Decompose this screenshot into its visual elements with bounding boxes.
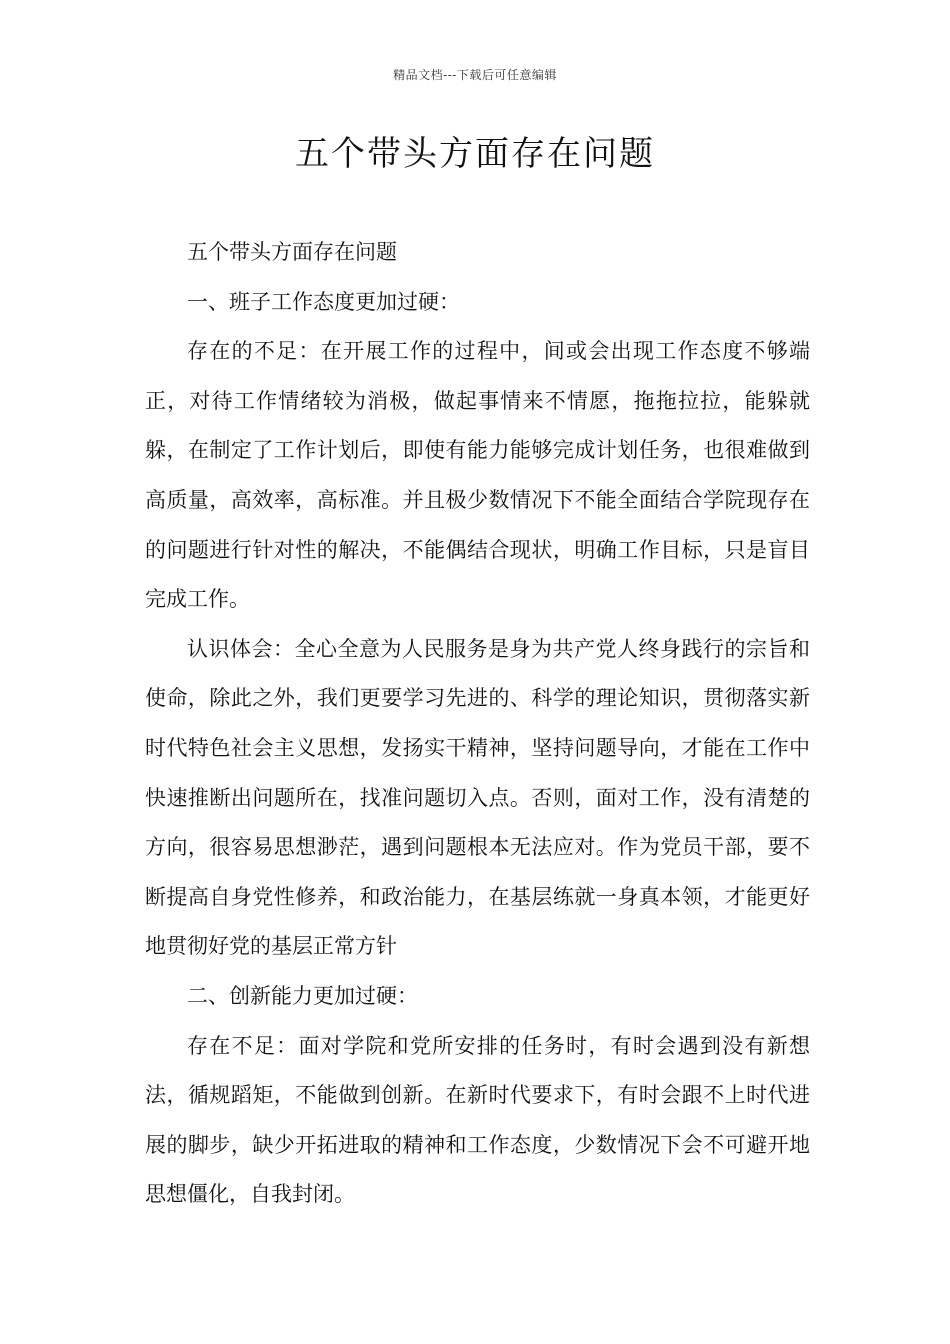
document-title: 五个带头方面存在问题 — [295, 134, 655, 174]
section-heading-2: 二、创新能力更加过硬： — [187, 983, 418, 1008]
subtitle-paragraph: 五个带头方面存在问题 — [187, 240, 397, 264]
body-paragraph: 存在不足：面对学院和党所安排的任务时，有时会遇到没有新想法，循规蹈矩，不能做到创新。在新时代要求下，有时会跟不上时代进展的脚步，缺少开拓进取的精神和工作态度，少数情况下会不可避开地思想僵化，自我封闭。 — [145, 1033, 810, 1207]
header-note: 精品文档---下载后可任意编辑 — [393, 68, 557, 82]
body-paragraph: 存在的不足：在开展工作的过程中，间或会出现工作态度不够端正，对待工作情绪较为消极，做起事情来不情愿，拖拖拉拉，能躲就躲，在制定了工作计划后，即使有能力能够完成计划任务，也很难做到高质量，高效率，高标准。并且极少数情况下不能全面结合学院现存在的问题进行针对性的解决，不能偶结合现状，明确工作目标，只是盲目完成工作。 — [145, 339, 810, 612]
body-paragraph: 认识体会：全心全意为人民服务是身为共产党人终身践行的宗旨和使命，除此之外，我们更要学习先进的、科学的理论知识，贯彻落实新时代特色社会主义思想，发扬实干精神，坚持问题导向，才能在工作中快速推断出问题所在，找准问题切入点。否则，面对工作，没有清楚的方向，很容易思想渺茫，遇到问题根本无法应对。作为党员干部，要不断提高自身党性修养，和政治能力，在基层练就一身真本领，才能更好地贯彻好党的基层正常方针 — [145, 636, 810, 959]
document-body — [145, 228, 810, 1220]
section-heading-1: 一、班子工作态度更加过硬： — [187, 289, 460, 314]
